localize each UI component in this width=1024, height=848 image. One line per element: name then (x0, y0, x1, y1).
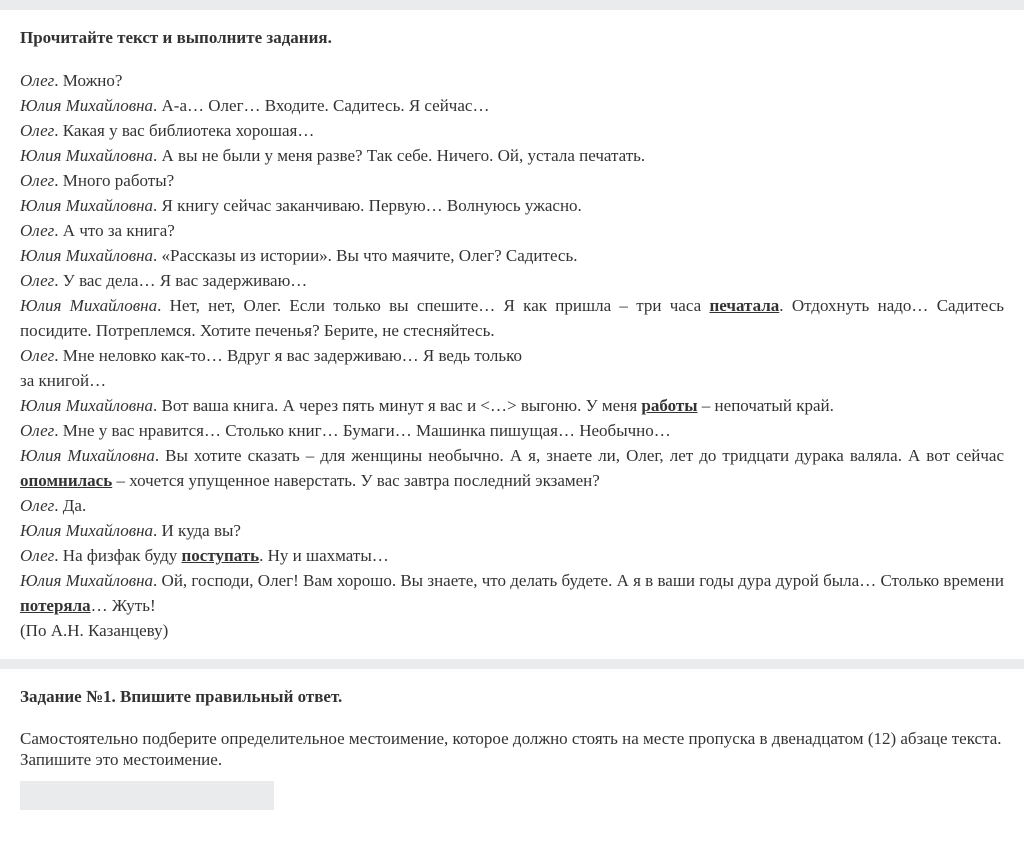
line-text: . У вас дела… Я вас задерживаю… (54, 271, 308, 290)
dialogue-line (20, 543, 1004, 568)
line-text: . Ну и шахматы… (259, 546, 389, 565)
dialogue-line (20, 143, 1004, 168)
speaker-name: Олег (20, 546, 55, 565)
task-section (0, 669, 1024, 810)
line-text: . Ой, господи, Олег! Вам хорошо. Вы знаете, что делать будете. А я в ваши годы дура дурой была… Столько времени (153, 571, 1004, 590)
speaker-name: Олег (20, 496, 55, 515)
dialogue-line (20, 243, 1004, 268)
dialogue-line (20, 393, 1004, 418)
dialogue-line (20, 93, 1004, 118)
speaker-name: Юлия Михайловна (20, 246, 154, 265)
speaker-name: Юлия Михайловна (20, 146, 154, 165)
line-text: . Да. (54, 496, 87, 515)
task-heading: Задание №1. Впишите правильный ответ. (20, 687, 343, 706)
line-text: . Можно? (54, 71, 123, 90)
highlighted-word: опомнилась (20, 471, 113, 490)
speaker-name: Юлия Михайловна (20, 521, 154, 540)
line-text: за книгой… (20, 371, 107, 390)
speaker-name: Юлия Михайловна (20, 571, 154, 590)
line-text: . Нет, нет, Олег. Если только вы спешите… Я как пришла – три часа (157, 296, 710, 315)
line-text: . И куда вы? (153, 521, 241, 540)
line-text: . А что за книга? (54, 221, 175, 240)
highlighted-word: потеряла (20, 596, 91, 615)
highlighted-word: поступать (181, 546, 260, 565)
dialogue-line (20, 518, 1004, 543)
speaker-name: Юлия Михайловна (20, 196, 154, 215)
speaker-name: Олег (20, 171, 55, 190)
line-text: . Мне у вас нравится… Столько книг… Бумаги… Машинка пишущая… Необычно… (54, 421, 671, 440)
line-text: . А вы не были у меня разве? Так себе. Ничего. Ой, устала печатать. (153, 146, 646, 165)
highlighted-word: работы (641, 396, 698, 415)
dialogue-line (20, 168, 1004, 193)
line-text: . Отдохнуть надо… Садитесь посидите. Потреплемся. Хотите печенья? Берите, не стесняйтесь. (20, 296, 1005, 340)
task-text: Самостоятельно подберите определительное местоимение, которое должно стоять на месте пропуска в двенадцатом (12) абзаце текста. Запишите это местоимение. (20, 729, 1002, 769)
speaker-name: Юлия Михайловна (20, 396, 154, 415)
top-band (0, 0, 1024, 10)
dialogue-line (20, 418, 1004, 443)
dialogue-line (20, 218, 1004, 243)
line-text: … Жуть! (90, 596, 156, 615)
highlighted-word: печатала (709, 296, 780, 315)
reading-heading: Прочитайте текст и выполните задания. (20, 28, 332, 47)
line-text: – хочется упущенное наверстать. У вас завтра последний экзамен? (112, 471, 600, 490)
speaker-name: Юлия Михайловна (20, 446, 155, 465)
divider-band (0, 659, 1024, 669)
line-text: – непочатый край. (697, 396, 834, 415)
line-text: . Какая у вас библиотека хорошая… (54, 121, 315, 140)
speaker-name: Юлия Михайловна (20, 296, 158, 315)
speaker-name: Олег (20, 346, 55, 365)
dialogue-line (20, 268, 1004, 293)
speaker-name: Олег (20, 271, 55, 290)
line-text: . Вот ваша книга. А через пять минут я вас и <…> выгоню. У меня (153, 396, 642, 415)
speaker-name: Олег (20, 221, 55, 240)
dialogue-line (20, 68, 1004, 93)
dialogue-line (20, 193, 1004, 218)
line-text: . На физфак буду (54, 546, 182, 565)
dialogue-line (20, 118, 1004, 143)
line-text: . А-а… Олег… Входите. Садитесь. Я сейчас… (153, 96, 490, 115)
speaker-name: Олег (20, 71, 55, 90)
line-text: . Я книгу сейчас заканчиваю. Первую… Волнуюсь ужасно. (153, 196, 582, 215)
dialogue-line (20, 618, 1004, 643)
line-text: . Вы хотите сказать – для женщины необычно. А я, знаете ли, Олег, лет до тридцати дурака валяла. А вот сейчас (154, 446, 1005, 465)
speaker-name: Олег (20, 121, 55, 140)
dialogue-text (20, 68, 1004, 643)
dialogue-line (20, 443, 1004, 493)
dialogue-line (20, 293, 1004, 343)
line-text: . «Рассказы из истории». Вы что маячите, Олег? Садитесь. (153, 246, 578, 265)
speaker-name: Олег (20, 421, 55, 440)
dialogue-line (20, 343, 1004, 393)
line-text: . Много работы? (54, 171, 175, 190)
speaker-name: Юлия Михайловна (20, 96, 154, 115)
line-text: . Мне неловко как-то… Вдруг я вас задерживаю… Я ведь только (54, 346, 523, 365)
dialogue-line (20, 568, 1004, 618)
reading-section (0, 10, 1024, 659)
line-text: (По А.Н. Казанцеву) (20, 621, 169, 640)
answer-input[interactable] (20, 781, 274, 810)
dialogue-line (20, 493, 1004, 518)
